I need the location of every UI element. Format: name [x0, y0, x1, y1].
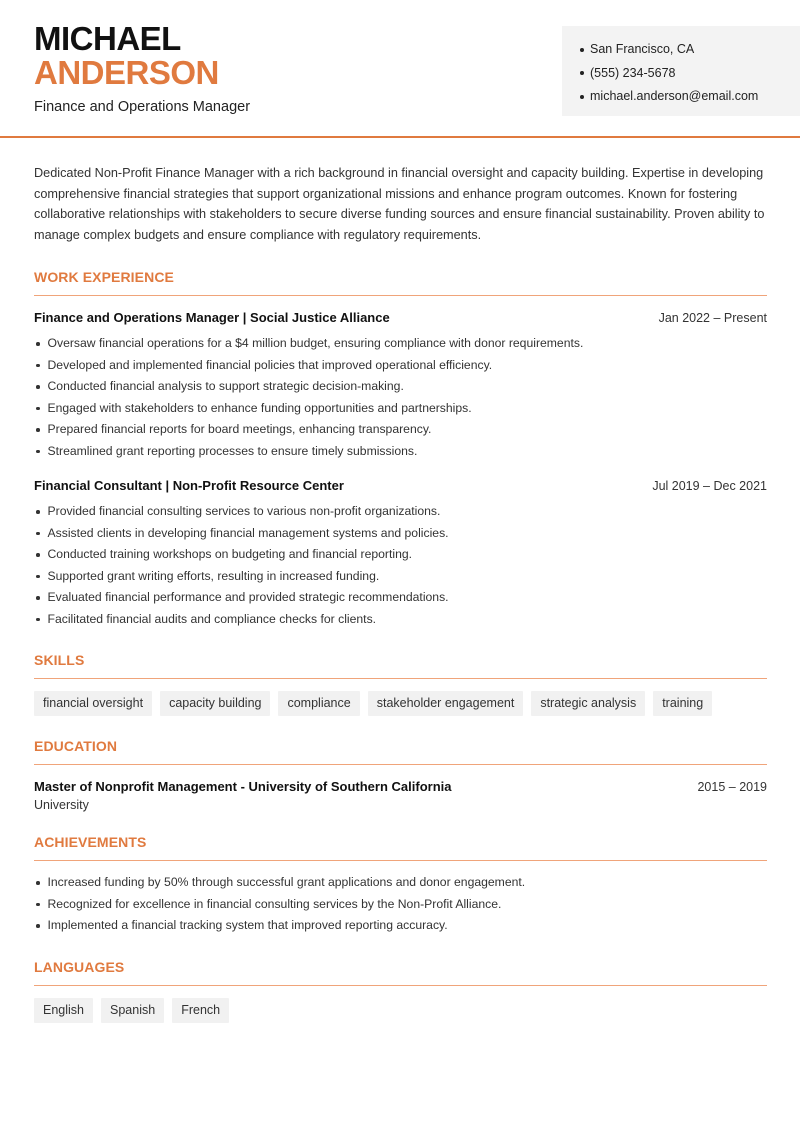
languages-section: [34, 959, 767, 1023]
list-item: Conducted financial analysis to support strategic decision-making.: [34, 376, 767, 398]
list-item: Recognized for excellence in financial consulting services by the Non-Profit Alliance.: [34, 894, 767, 916]
bullet-icon: [36, 596, 40, 600]
bullet-icon: [36, 450, 40, 454]
job-entry-header: [34, 478, 767, 493]
achievement-bullets: [34, 872, 767, 937]
section-title: SKILLS: [34, 652, 767, 679]
degree-title: Master of Nonprofit Management - University of Southern California: [34, 779, 452, 794]
section-title: LANGUAGES: [34, 959, 767, 986]
bullet-icon: [36, 924, 40, 928]
education-section: [34, 738, 767, 812]
list-item: Evaluated financial performance and provided strategic recommendations.: [34, 587, 767, 609]
contact-location: San Francisco, CA: [580, 38, 758, 62]
contact-email: michael.anderson@email.com: [580, 85, 758, 109]
summary: Dedicated Non-Profit Finance Manager with a rich background in financial oversight and capacity building. Expertise in developing comprehensive financial strategies that support organizational missions and enhance program outcomes. Known for fostering collaborative relationships with stakeholders to secure diverse funding sources and ensure financial sustainability. Proven ability to manage complex budgets and ensure compliance with regulatory requirements.: [34, 166, 765, 242]
list-item: Increased funding by 50% through successful grant applications and donor engagement.: [34, 872, 767, 894]
section-title: ACHIEVEMENTS: [34, 834, 767, 861]
skill-chip: compliance: [278, 691, 359, 716]
bullet-icon: [36, 510, 40, 514]
list-item: Prepared financial reports for board meetings, enhancing transparency.: [34, 419, 767, 441]
list-item: Streamlined grant reporting processes to ensure timely submissions.: [34, 441, 767, 463]
language-chips: [34, 998, 767, 1023]
job-entry-title: Financial Consultant | Non-Profit Resource Center: [34, 478, 344, 493]
list-item: Provided financial consulting services to various non-profit organizations.: [34, 501, 767, 523]
bullet-icon: [36, 553, 40, 557]
skill-chip: strategic analysis: [531, 691, 645, 716]
list-item: Engaged with stakeholders to enhance funding opportunities and partnerships.: [34, 398, 767, 420]
skill-chip: capacity building: [160, 691, 270, 716]
list-item: Implemented a financial tracking system that improved reporting accuracy.: [34, 915, 767, 937]
education-dates: 2015 – 2019: [697, 780, 767, 794]
first-name: MICHAEL: [34, 20, 181, 57]
bullet-icon: [36, 364, 40, 368]
bullet-icon: [580, 48, 584, 52]
achievements-section: [34, 834, 767, 937]
bullet-icon: [36, 881, 40, 885]
resume-header: [0, 0, 800, 138]
list-item: Supported grant writing efforts, resulting in increased funding.: [34, 566, 767, 588]
list-item: Developed and implemented financial policies that improved operational efficiency.: [34, 355, 767, 377]
bullet-icon: [36, 407, 40, 411]
job-entry-header: [34, 310, 767, 325]
skill-chip: training: [653, 691, 712, 716]
work-experience-section: [34, 269, 767, 630]
job-bullets: [34, 333, 767, 462]
section-title: EDUCATION: [34, 738, 767, 765]
bullet-icon: [580, 71, 584, 75]
section-title: WORK EXPERIENCE: [34, 269, 767, 296]
skill-chip: financial oversight: [34, 691, 152, 716]
education-entry-header: [34, 779, 767, 794]
bullet-icon: [36, 903, 40, 907]
job-title: Finance and Operations Manager: [34, 99, 251, 115]
bullet-icon: [36, 342, 40, 346]
language-chip: Spanish: [101, 998, 164, 1023]
skill-chip: stakeholder engagement: [368, 691, 524, 716]
skill-chips: [34, 691, 767, 716]
bullet-icon: [36, 618, 40, 622]
list-item: Assisted clients in developing financial management systems and policies.: [34, 523, 767, 545]
list-item: Conducted training workshops on budgeting and financial reporting.: [34, 544, 767, 566]
list-item: Oversaw financial operations for a $4 million budget, ensuring compliance with donor requirements.: [34, 333, 767, 355]
language-chip: French: [172, 998, 229, 1023]
language-chip: English: [34, 998, 93, 1023]
list-item: Facilitated financial audits and compliance checks for clients.: [34, 609, 767, 631]
contact-phone: (555) 234-5678: [580, 62, 758, 86]
bullet-icon: [36, 532, 40, 536]
bullet-icon: [36, 385, 40, 389]
job-entry-title: Finance and Operations Manager | Social Justice Alliance: [34, 310, 390, 325]
resume-content: [34, 163, 767, 1023]
skills-section: [34, 652, 767, 716]
job-entry-dates: Jan 2022 – Present: [658, 311, 767, 325]
last-name: ANDERSON: [34, 54, 219, 91]
job-bullets: [34, 501, 767, 630]
bullet-icon: [36, 575, 40, 579]
bullet-icon: [36, 428, 40, 432]
contact-box: [562, 26, 800, 116]
bullet-icon: [580, 95, 584, 99]
candidate-name: [34, 22, 219, 90]
education-type: University: [34, 798, 89, 812]
job-entry-dates: Jul 2019 – Dec 2021: [652, 479, 767, 493]
